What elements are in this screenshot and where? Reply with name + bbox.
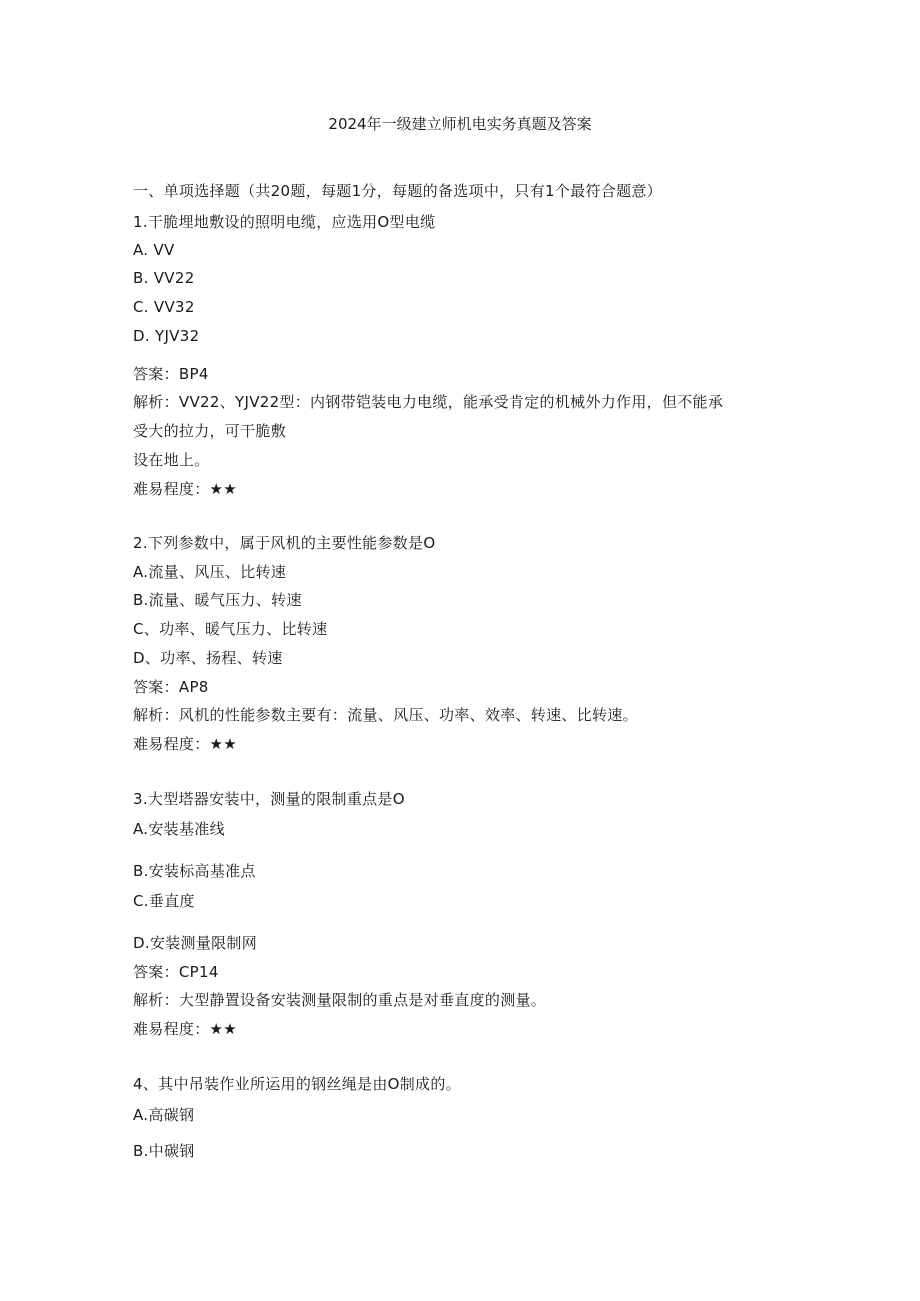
question-2-analysis: 解析：风机的性能参数主要有：流量、风压、功率、效率、转速、比转速。 (133, 706, 638, 724)
question-2-difficulty: 难易程度：★★ (133, 735, 237, 753)
question-1-option-b: B. VV22 (133, 269, 195, 287)
question-1-answer: 答案：BP4 (133, 365, 209, 383)
question-2-option-c: C、功率、暖气压力、比转速 (133, 620, 328, 638)
question-3-answer: 答案：CP14 (133, 963, 219, 981)
question-1-analysis-line-1: 解析：VV22、YJV22型：内钢带铠装电力电缆，能承受肯定的机械外力作用，但不能承 (133, 393, 724, 411)
question-3-analysis: 解析：大型静置设备安装测量限制的重点是对垂直度的测量。 (133, 991, 547, 1009)
question-1-difficulty: 难易程度：★★ (133, 480, 237, 498)
section-heading: 一、单项选择题（共20题，每题1分，每题的备选项中，只有1个最符合题意） (133, 182, 662, 200)
question-1-option-c: C. VV32 (133, 298, 195, 316)
question-2-stem: 2.下列参数中，属于风机的主要性能参数是O (133, 534, 436, 552)
question-4-option-a: A.高碳钢 (133, 1106, 195, 1124)
question-1-option-a: A. VV (133, 241, 175, 259)
question-1-stem: 1.干脆埋地敷设的照明电缆，应选用O型电缆 (133, 213, 436, 231)
question-3-option-d: D.安装测量限制网 (133, 934, 258, 952)
question-2-option-a: A.流量、风压、比转速 (133, 563, 287, 581)
question-3-option-a: A.安装基准线 (133, 820, 225, 838)
question-1-analysis-line-3: 设在地上。 (133, 451, 210, 469)
question-3-option-b: B.安装标高基准点 (133, 862, 256, 880)
question-4-option-b: B.中碳钢 (133, 1142, 195, 1160)
question-3-option-c: C.垂直度 (133, 892, 195, 910)
question-3-difficulty: 难易程度：★★ (133, 1020, 237, 1038)
question-2-option-b: B.流量、暖气压力、转速 (133, 591, 302, 609)
question-3-stem: 3.大型塔器安装中，测量的限制重点是O (133, 790, 405, 808)
question-2-answer: 答案：AP8 (133, 678, 209, 696)
question-4-stem: 4、其中吊装作业所运用的钢丝绳是由O制成的。 (133, 1075, 461, 1093)
question-1-option-d: D. YJV32 (133, 327, 200, 345)
question-1-analysis-line-2: 受大的拉力，可干脆敷 (133, 422, 287, 440)
question-2-option-d: D、功率、扬程、转速 (133, 649, 283, 667)
document-title: 2024年一级建立师机电实务真题及答案 (328, 115, 592, 133)
